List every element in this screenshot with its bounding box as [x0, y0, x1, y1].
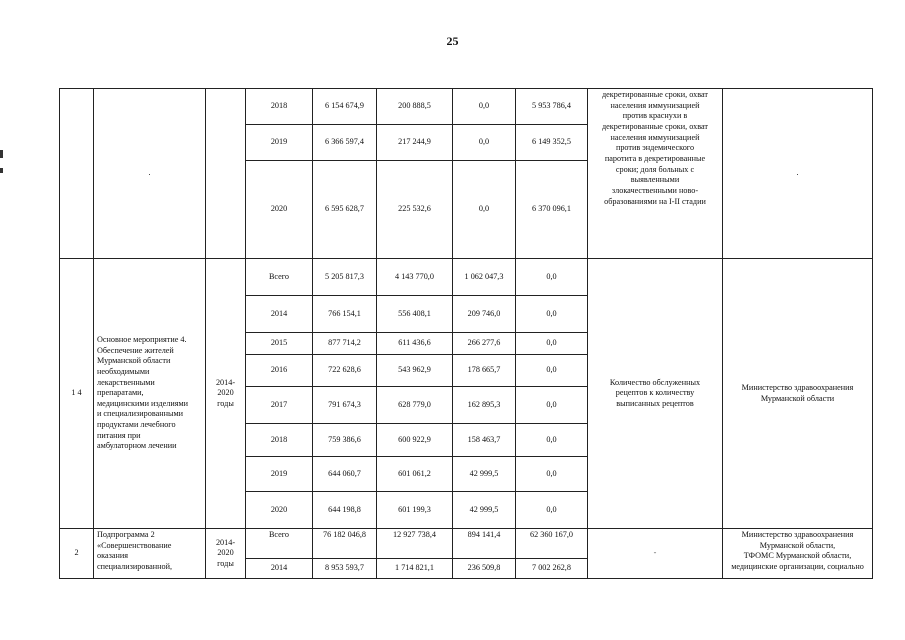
cell-name: Основное мероприятие 4. Обеспечение жителей Мурманской области необходимыми лекарственными препаратами, медицинскими изделиями и специализированными продуктами лечебного питания при амбулаторном лечении [94, 259, 206, 529]
cell-period: 2014- 2020 годы [206, 259, 246, 529]
cell-total: 877 714,2 [313, 333, 377, 355]
cell-executor: Министерство здравоохранения Мурманской области, ТФОМС Мурманской области, медицинские организации, социально [723, 529, 873, 579]
cell-reg: 209 746,0 [453, 296, 516, 333]
cell-year: 2017 [246, 387, 313, 424]
page-number: 25 [446, 34, 459, 48]
scan-mark [0, 168, 3, 173]
cell-total: 766 154,1 [313, 296, 377, 333]
cell-year: 2019 [246, 125, 313, 161]
cell-executor: Министерство здравоохранения Мурманской области [723, 259, 873, 529]
cell-total: 722 628,6 [313, 355, 377, 387]
cell-other: 0,0 [516, 355, 588, 387]
cell-year: 2018 [246, 424, 313, 457]
cell-fed: 12 927 738,4 [377, 529, 453, 559]
cell-reg: 178 665,7 [453, 355, 516, 387]
cell-fed: 628 779,0 [377, 387, 453, 424]
cell-fed: 200 888,5 [377, 89, 453, 125]
cell-year: 2014 [246, 296, 313, 333]
cell-fed: 601 199,3 [377, 492, 453, 529]
cell-other: 7 002 262,8 [516, 559, 588, 579]
cell-other: 6 149 352,5 [516, 125, 588, 161]
cell-fed: 556 408,1 [377, 296, 453, 333]
cell-fed: 1 714 821,1 [377, 559, 453, 579]
cell-other: 0,0 [516, 424, 588, 457]
cell-total: 791 674,3 [313, 387, 377, 424]
cell-year: Всего [246, 529, 313, 559]
cell-other: 0,0 [516, 259, 588, 296]
cell-other: 0,0 [516, 333, 588, 355]
table-row [60, 259, 873, 296]
cell-reg: 0,0 [453, 161, 516, 259]
cell-num: 2 [60, 529, 94, 579]
cell-fed: 611 436,6 [377, 333, 453, 355]
cell-total: 644 060,7 [313, 457, 377, 492]
cell-total: 6 595 628,7 [313, 161, 377, 259]
cell-indicator: Количество обслуженных рецептов к количеству выписанных рецептов [588, 259, 723, 529]
cell-executor: . [723, 89, 873, 259]
cell-total: 759 386,6 [313, 424, 377, 457]
cell-reg: 894 141,4 [453, 529, 516, 559]
scan-mark [0, 150, 3, 158]
cell-total: 6 154 674,9 [313, 89, 377, 125]
cell-indicator: декретированные сроки, охват населения иммунизацией против краснухи в декретированные сроки, охват населения иммунизацией против эндемического паротита в декретированные сроки; доля больных с выявленными злокачественными ново- образованиями на I-II стадии [588, 89, 723, 259]
cell-other: 0,0 [516, 296, 588, 333]
cell-year: 2018 [246, 89, 313, 125]
cell-year: 2020 [246, 161, 313, 259]
cell-year: 2020 [246, 492, 313, 529]
program-table [59, 88, 873, 579]
cell-other: 62 360 167,0 [516, 529, 588, 559]
cell-fed: 225 532,6 [377, 161, 453, 259]
cell-other: 6 370 096,1 [516, 161, 588, 259]
cell-period: 2014- 2020 годы [206, 529, 246, 579]
cell-total: 5 205 817,3 [313, 259, 377, 296]
cell-reg: 1 062 047,3 [453, 259, 516, 296]
cell-other: 0,0 [516, 457, 588, 492]
cell-num [60, 89, 94, 259]
cell-total: 8 953 593,7 [313, 559, 377, 579]
cell-reg: 158 463,7 [453, 424, 516, 457]
cell-reg: 42 999,5 [453, 457, 516, 492]
cell-fed: 601 061,2 [377, 457, 453, 492]
cell-fed: 600 922,9 [377, 424, 453, 457]
cell-reg: 0,0 [453, 89, 516, 125]
cell-total: 644 198,8 [313, 492, 377, 529]
cell-reg: 236 509,8 [453, 559, 516, 579]
table-row [60, 529, 873, 559]
cell-num: 1 4 [60, 259, 94, 529]
cell-indicator: - [588, 529, 723, 579]
cell-name: Подпрограмма 2 «Совершенствование оказания специализированной, [94, 529, 206, 579]
cell-reg: 266 277,6 [453, 333, 516, 355]
cell-year: Всего [246, 259, 313, 296]
cell-total: 6 366 597,4 [313, 125, 377, 161]
cell-reg: 0,0 [453, 125, 516, 161]
cell-period [206, 89, 246, 259]
cell-fed: 217 244,9 [377, 125, 453, 161]
cell-reg: 42 999,5 [453, 492, 516, 529]
cell-name: . [94, 89, 206, 259]
cell-fed: 543 962,9 [377, 355, 453, 387]
cell-other: 5 953 786,4 [516, 89, 588, 125]
cell-year: 2019 [246, 457, 313, 492]
cell-other: 0,0 [516, 492, 588, 529]
table-row [60, 89, 873, 125]
cell-reg: 162 895,3 [453, 387, 516, 424]
cell-other: 0,0 [516, 387, 588, 424]
cell-year: 2014 [246, 559, 313, 579]
cell-year: 2015 [246, 333, 313, 355]
cell-fed: 4 143 770,0 [377, 259, 453, 296]
cell-total: 76 182 046,8 [313, 529, 377, 559]
cell-year: 2016 [246, 355, 313, 387]
